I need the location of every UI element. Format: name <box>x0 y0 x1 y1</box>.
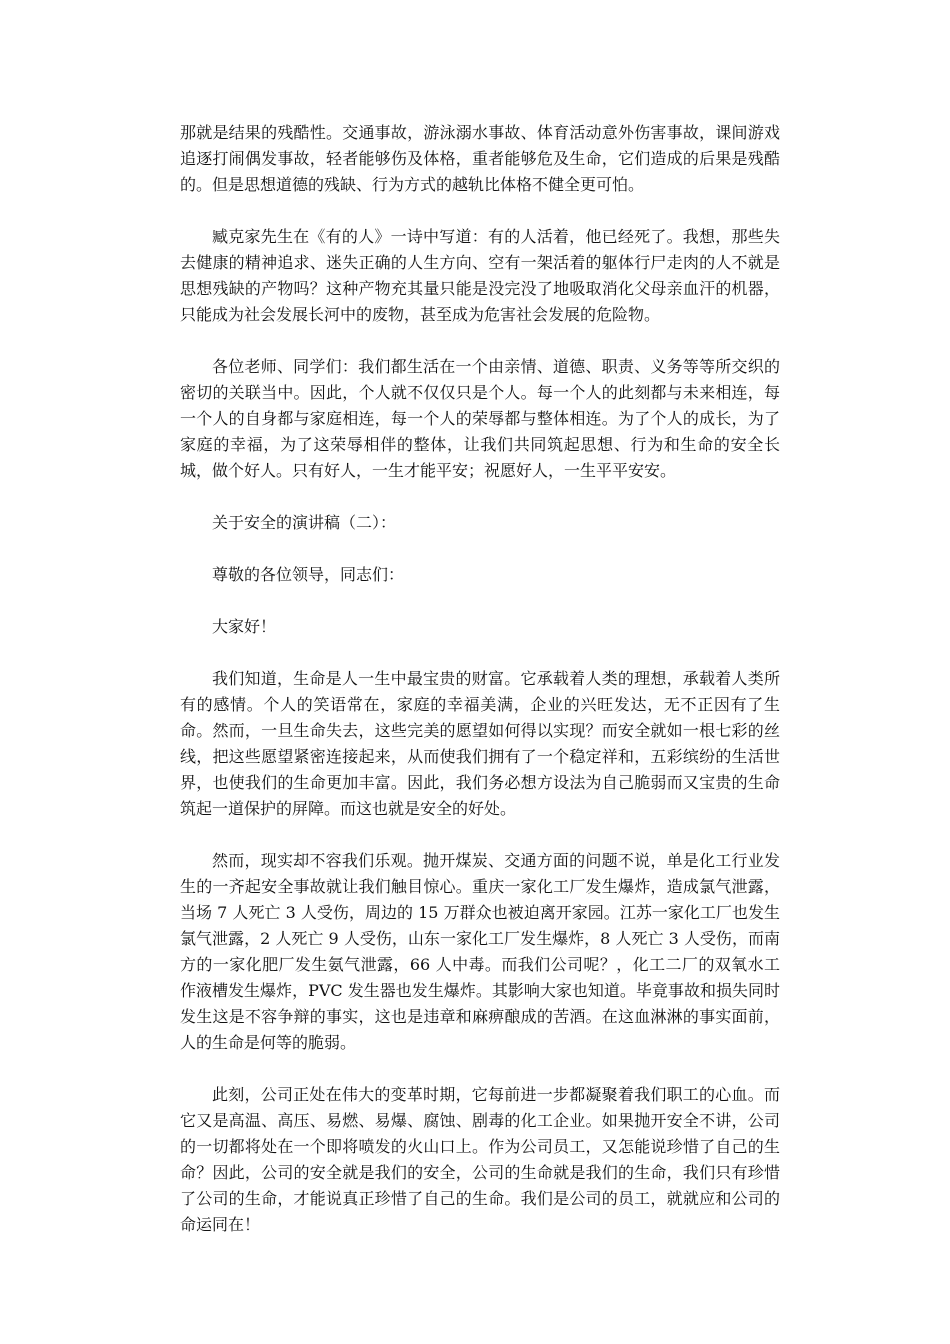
paragraph-consequences: 那就是结果的残酷性。交通事故，游泳溺水事故、体育活动意外伤害事故，课间游戏追逐打闹偶发事故，轻者能够伤及体格，重者能够危及生命，它们造成的后果是残酷的。但是思想道德的残缺、行为方式的越轨比体格不健全更可怕。 <box>180 123 780 194</box>
document-page <box>180 120 780 1264</box>
paragraph-address-teachers: 各位老师、同学们：我们都生活在一个由亲情、道德、职责、义务等等所交织的密切的关联当中。因此，个人就不仅仅只是个人。每一个人的此刻都与未来相连，每一个人的自身都与家庭相连，每一个人的荣辱都与整体相连。为了个人的成长，为了家庭的幸福，为了这荣辱相伴的整体，让我们共同筑起思想、行为和生命的安全长城，做个好人。只有好人，一生才能平安；祝愿好人，一生平平安安。 <box>180 357 780 480</box>
salutation: 尊敬的各位领导，同志们： <box>212 565 405 584</box>
paragraph-zang-kejia-quote: 臧克家先生在《有的人》一诗中写道：有的人活着，他已经死了。我想，那些失去健康的精神追求、迷失正确的人生方向、空有一架活着的躯体行尸走肉的人不就是思想残缺的产物吗？这种产物充其量只能是没完没了地吸取消化父母亲血汗的机器，只能成为社会发展长河中的废物，甚至成为危害社会发展的危险物。 <box>180 227 780 324</box>
greeting: 大家好！ <box>212 617 277 636</box>
paragraph-company-safety: 此刻，公司正处在伟大的变革时期，它每前进一步都凝聚着我们职工的心血。而它又是高温、高压、易燃、易爆、腐蚀、剧毒的化工企业。如果抛开安全不讲，公司的一切都将处在一个即将喷发的火山口上。作为公司员工，又怎能说珍惜了自己的生命？因此，公司的安全就是我们的安全，公司的生命就是我们的生命，我们只有珍惜了公司的生命，才能说真正珍惜了自己的生命。我们是公司的员工，就就应和公司的命运同在！ <box>180 1085 780 1234</box>
paragraph-accidents: 然而，现实却不容我们乐观。抛开煤炭、交通方面的问题不说，单是化工行业发生的一齐起安全事故就让我们触目惊心。重庆一家化工厂发生爆炸，造成氯气泄露，当场 7 人死亡 3 人受伤，周边的 15 万群众也被迫离开家园。江苏一家化工厂也发生氯气泄露，2 人死亡 9 人受伤，山东一家化工厂发生爆炸，8 人死亡 3 人受伤，而南方的一家化肥厂发生氨气泄露，66 人中毒。而我们公司呢？，化工二厂的双氧水工作液槽发生爆炸，PVC 发生器也发生爆炸。其影响大家也知道。毕竟事故和损失同时发生这是不容争辩的事实，这也是违章和麻痹酿成的苦酒。在这血淋淋的事实面前，人的生命是何等的脆弱。 <box>180 851 780 1052</box>
section-heading: 关于安全的演讲稿（二）： <box>212 513 397 532</box>
paragraph-life-value: 我们知道，生命是人一生中最宝贵的财富。它承载着人类的理想，承载着人类所有的感情。个人的笑语常在，家庭的幸福美满，企业的兴旺发达，无不正因有了生命。然而，一旦生命失去，这些完美的愿望如何得以实现？而安全就如一根七彩的丝线，把这些愿望紧密连接起来，从而使我们拥有了一个稳定祥和，五彩缤纷的生活世界，也使我们的生命更加丰富。因此，我们务必想方设法为自己脆弱而又宝贵的生命筑起一道保护的屏障。而这也就是安全的好处。 <box>180 669 780 818</box>
